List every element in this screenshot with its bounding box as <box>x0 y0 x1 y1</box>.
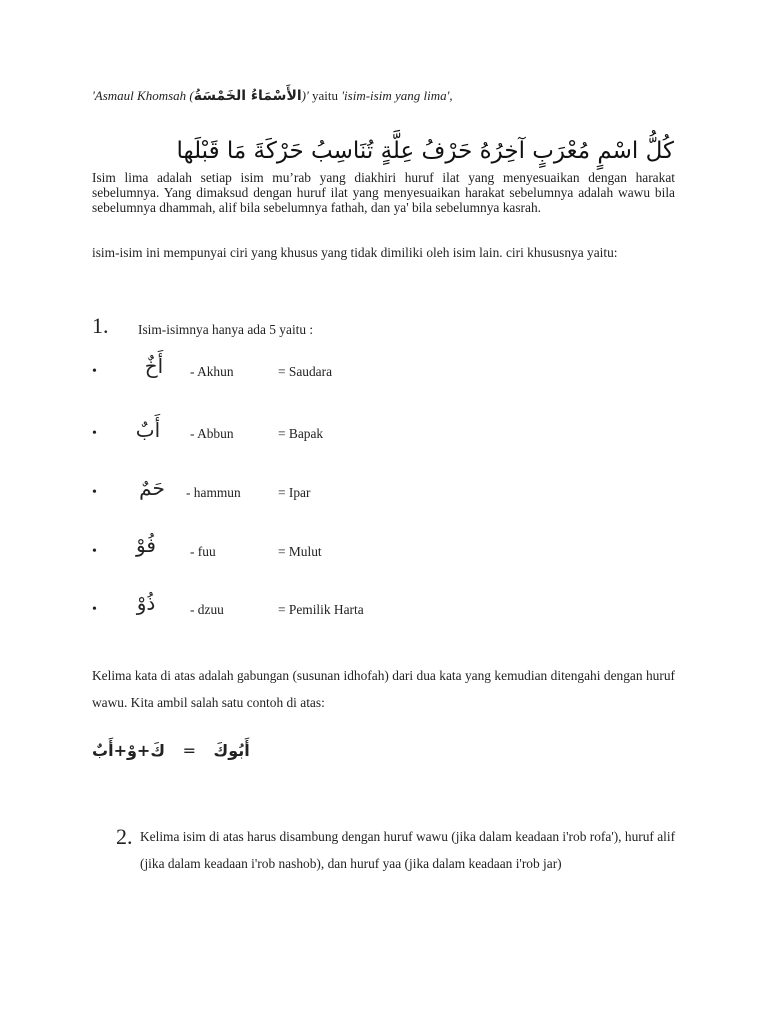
bullet: • <box>92 544 97 559</box>
paragraph-definition: Isim lima adalah setiap isim mu’rab yang diakhiri huruf ilat yang menyesuaikan dengan harakat sebelumnya. Yang dimaksud dengan huruf ilat yang menyesuaikan harakat sebelumnya adalah wawu bila sebelumnya dhammah, alif bila sebelumnya fathah, dan ya' bila sebelumnya kasrah. <box>92 170 675 215</box>
point2-number: 2. <box>116 824 133 849</box>
title-arabic: الأَسْمَاءُ الخَمْسَةُ <box>193 88 302 104</box>
item-meaning: = Pemilik Harta <box>278 602 364 617</box>
item-arabic: أَخٌ <box>144 354 164 378</box>
item-meaning: = Mulut <box>278 544 322 559</box>
item-latin: - fuu <box>190 544 216 559</box>
formula-left: كَ+وْ+أَبٌ <box>92 741 165 760</box>
paragraph-characteristics: isim-isim ini mempunyai ciri yang khusus yang tidak dimiliki oleh isim lain. ciri khususnya yaitu: <box>92 245 618 260</box>
paragraph-idhofah: Kelima kata di atas adalah gabungan (susunan idhofah) dari dua kata yang kemudian ditengahi dengan huruf wawu. Kita ambil salah satu contoh di atas: <box>92 668 675 710</box>
bullet: • <box>92 602 97 617</box>
bullet: • <box>92 426 97 441</box>
bullet: • <box>92 485 97 500</box>
point2-text: Kelima isim di atas harus disambung dengan huruf wawu (jika dalam keadaan i'rob rofa'), huruf alif (jika dalam keadaan i'rob nashob), dan huruf yaa (jika dalam keadaan i'rob jar) <box>140 829 676 871</box>
item-meaning: = Saudara <box>278 364 333 379</box>
point1-number: 1. <box>92 313 109 338</box>
title-prefix: 'Asmaul Khomsah ( <box>92 88 194 103</box>
item-arabic: أَبٌ <box>135 418 161 442</box>
item-arabic: فُوْ <box>136 533 156 557</box>
definition-arabic: كُلُّ اسْمٍ مُعْرَبٍ آخِرُهُ حَرْفُ عِلَّةٍ تُنَاسِبُ حَرْكَةَ مَا قَبْلَها <box>176 138 674 164</box>
item-latin: - Akhun <box>190 364 234 379</box>
title-translation: 'isim-isim yang lima', <box>341 88 453 103</box>
title-middle: yaitu <box>308 88 342 103</box>
title-line <box>92 88 453 104</box>
item-meaning: = Ipar <box>278 485 311 500</box>
item-latin: - dzuu <box>190 602 224 617</box>
point1-text: Isim-isimnya hanya ada 5 yaitu : <box>138 322 314 337</box>
item-meaning: = Bapak <box>278 426 324 441</box>
formula <box>92 741 250 760</box>
item-arabic: حَمٌ <box>139 476 165 500</box>
title-suffix: )' <box>301 88 309 103</box>
formula-equals: = <box>182 741 196 760</box>
item-latin: - Abbun <box>190 426 234 441</box>
formula-right: أَبُوكَ <box>213 741 250 760</box>
item-latin: - hammun <box>186 485 241 500</box>
item-arabic: ذُوْ <box>136 591 156 615</box>
bullet: • <box>92 364 97 379</box>
